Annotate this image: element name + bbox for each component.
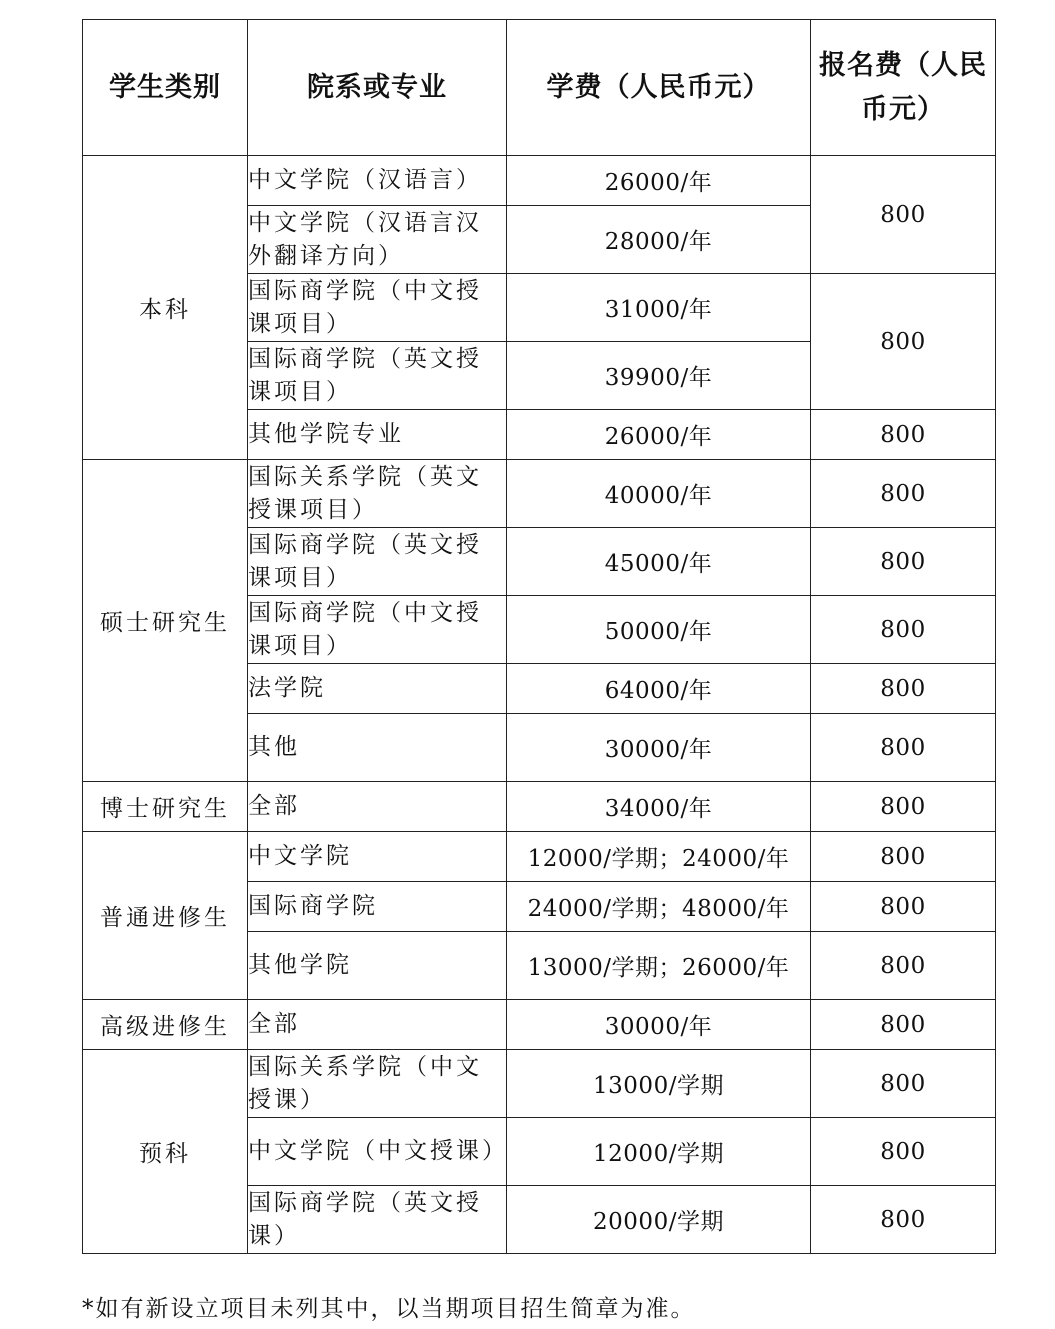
tuition-fee-table: [82, 19, 996, 1254]
department-cell: 其他: [248, 714, 507, 782]
department-cell: 国际商学院: [248, 882, 507, 932]
registration-cell: 800: [811, 156, 996, 274]
tuition-cell: 31000/年: [507, 274, 811, 342]
department-cell: 国际商学院（中文授课项目）: [248, 596, 507, 664]
tuition-cell: 50000/年: [507, 596, 811, 664]
registration-cell: 800: [811, 714, 996, 782]
department-cell: 中文学院（汉语言）: [248, 156, 507, 206]
tuition-cell: 20000/学期: [507, 1186, 811, 1254]
registration-cell: 800: [811, 664, 996, 714]
table-header-row: [83, 20, 996, 156]
header-category: 学生类别: [83, 20, 248, 156]
department-cell: 其他学院: [248, 932, 507, 1000]
header-tuition: 学费（人民币元）: [507, 20, 811, 156]
department-cell: 国际关系学院（中文授课）: [248, 1050, 507, 1118]
department-cell: 全部: [248, 782, 507, 832]
header-department: 院系或专业: [248, 20, 507, 156]
tuition-cell: 30000/年: [507, 1000, 811, 1050]
department-cell: 国际商学院（英文授课项目）: [248, 342, 507, 410]
header-registration-label: 报名费（人民币元）: [819, 50, 987, 125]
registration-cell: 800: [811, 1118, 996, 1186]
department-cell: 国际关系学院（英文授课项目）: [248, 460, 507, 528]
registration-cell: 800: [811, 782, 996, 832]
department-cell: 国际商学院（英文授课项目）: [248, 528, 507, 596]
tuition-cell: 34000/年: [507, 782, 811, 832]
table-row: [83, 782, 996, 832]
table-row: [83, 1050, 996, 1118]
header-registration: [811, 20, 996, 156]
registration-cell: 800: [811, 410, 996, 460]
table-row: [83, 832, 996, 882]
footnote: *如有新设立项目未列其中，以当期项目招生简章为准。: [82, 1296, 696, 1322]
tuition-cell: 64000/年: [507, 664, 811, 714]
table-row: [83, 460, 996, 528]
tuition-cell: 13000/学期；26000/年: [507, 932, 811, 1000]
category-cell: 本科: [83, 156, 248, 460]
table-row: [83, 156, 996, 206]
department-cell: 其他学院专业: [248, 410, 507, 460]
department-cell: 国际商学院（英文授课）: [248, 1186, 507, 1254]
category-cell: 硕士研究生: [83, 460, 248, 782]
registration-cell: 800: [811, 1186, 996, 1254]
department-cell: 中文学院: [248, 832, 507, 882]
department-cell: 中文学院（汉语言汉外翻译方向）: [248, 206, 507, 274]
tuition-cell: 13000/学期: [507, 1050, 811, 1118]
department-cell: 国际商学院（中文授课项目）: [248, 274, 507, 342]
category-cell: 博士研究生: [83, 782, 248, 832]
category-cell: 高级进修生: [83, 1000, 248, 1050]
tuition-cell: 45000/年: [507, 528, 811, 596]
registration-cell: 800: [811, 274, 996, 410]
department-cell: 全部: [248, 1000, 507, 1050]
tuition-cell: 30000/年: [507, 714, 811, 782]
registration-cell: 800: [811, 932, 996, 1000]
registration-cell: 800: [811, 528, 996, 596]
registration-cell: 800: [811, 460, 996, 528]
tuition-cell: 26000/年: [507, 156, 811, 206]
tuition-cell: 26000/年: [507, 410, 811, 460]
category-cell: 预科: [83, 1050, 248, 1254]
tuition-cell: 39900/年: [507, 342, 811, 410]
registration-cell: 800: [811, 1000, 996, 1050]
tuition-cell: 12000/学期；24000/年: [507, 832, 811, 882]
department-cell: 法学院: [248, 664, 507, 714]
registration-cell: 800: [811, 1050, 996, 1118]
tuition-cell: 28000/年: [507, 206, 811, 274]
tuition-cell: 40000/年: [507, 460, 811, 528]
registration-cell: 800: [811, 832, 996, 882]
tuition-cell: 12000/学期: [507, 1118, 811, 1186]
tuition-cell: 24000/学期；48000/年: [507, 882, 811, 932]
department-cell: 中文学院（中文授课）: [248, 1118, 507, 1186]
registration-cell: 800: [811, 882, 996, 932]
registration-cell: 800: [811, 596, 996, 664]
table-row: [83, 1000, 996, 1050]
category-cell: 普通进修生: [83, 832, 248, 1000]
